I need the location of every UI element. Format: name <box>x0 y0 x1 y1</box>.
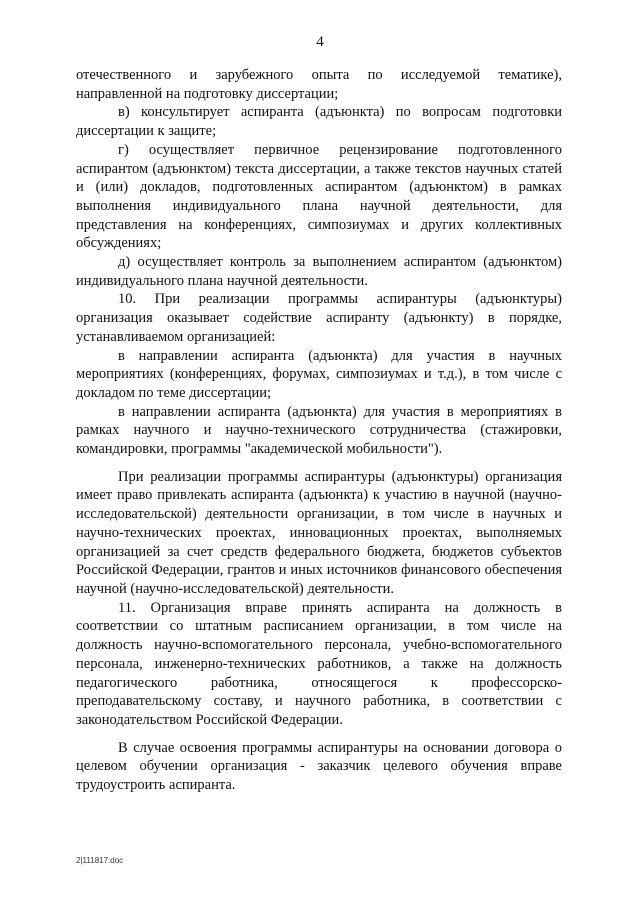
paragraph-clause-10-item-1: в направлении аспиранта (адъюнкта) для участия в научных мероприятиях (конференциях, форумах, симпозиумах и т.д.), в том числе с докладом по теме диссертации; <box>76 347 562 401</box>
footer-filename: 2|111817.doc <box>76 856 124 865</box>
paragraph-clause-10: 10. При реализации программы аспирантуры (адъюнктуры) организация оказывает содействие аспиранту (адъюнкту) в порядке, устанавливаемом организацией: <box>76 291 562 345</box>
paragraph-targeted-training: В случае освоения программы аспирантуры на основании договора о целевом обучении организация - заказчик целевого обучения вправе трудоустроить аспиранта. <box>76 739 562 794</box>
paragraph-item-g: г) осуществляет первичное рецензирование подготовленного аспирантом (адъюнктом) текста диссертации, а также текстов научных статей и (или) докладов, подготовленных аспирантом (адъюнктом) в рамках выполнения индивидуального плана научной деятельности, для представления на конференциях, симпозиумах и других коллективных обсуждениях; <box>76 141 562 252</box>
paragraph-clause-10-item-2: в направлении аспиранта (адъюнкта) для участия в мероприятиях в рамках научного и научно-технического сотрудничества (стажировки, командировки, программы "академической мобильности"). <box>76 403 562 458</box>
document-body <box>76 66 562 795</box>
paragraph-research-participation: При реализации программы аспирантуры (адъюнктуры) организация имеет право привлекать аспиранта (адъюнкта) к участию в научной (научно-исследовательской) деятельности организации, в том числе в научных и научно-технических проектах, инновационных проектах, выполняемых организацией за счет средств федерального бюджета, бюджетов субъектов Российской Федерации, грантов и иных источников финансового обеспечения научной (научно-исследовательской) деятельности. <box>76 468 562 597</box>
page-number: 4 <box>316 34 324 50</box>
paragraph-continuation: отечественного и зарубежного опыта по исследуемой тематике), направленной на подготовку диссертации; <box>76 67 562 102</box>
paragraph-item-d: д) осуществляет контроль за выполнением аспирантом (адъюнктом) индивидуального плана научной деятельности. <box>76 254 562 289</box>
paragraph-item-v: в) консультирует аспиранта (адъюнкта) по вопросам подготовки диссертации к защите; <box>76 104 562 140</box>
paragraph-clause-11: 11. Организация вправе принять аспиранта на должность в соответствии со штатным расписанием организации, в том числе на должность научно-вспомогательного персонала, учебно-вспомогательного персонала, инженерно-технических работников, а также на должность педагогического работника, относящегося к профессорско-преподавательскому составу, и научного работника, в соответствии с законодательством Российской Федерации. <box>76 599 562 728</box>
